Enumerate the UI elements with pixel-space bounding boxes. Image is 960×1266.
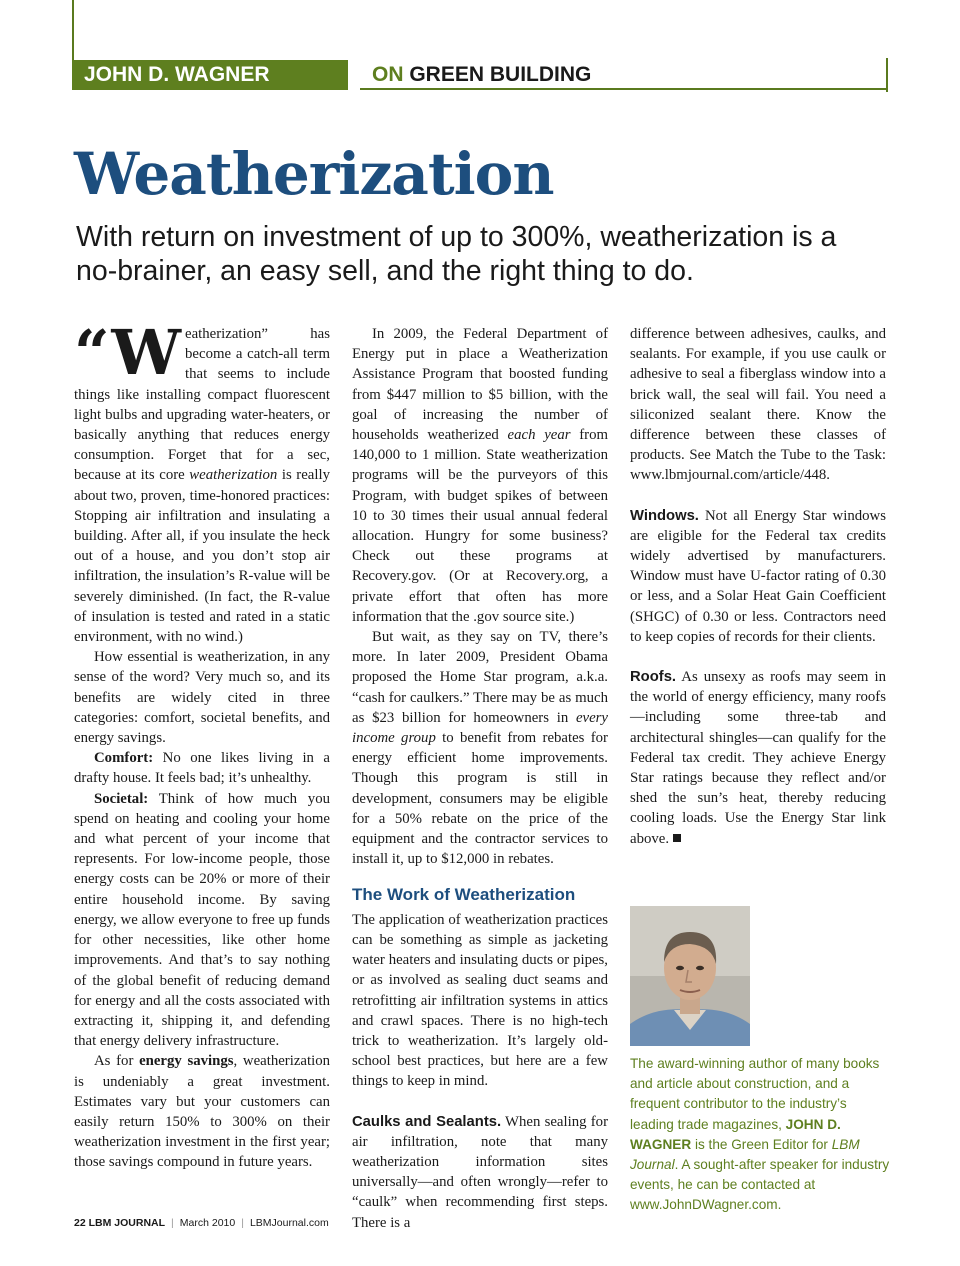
intro-paragraph: “Weatherization” has become a catch-all term that seems to include things like installing compact fluorescent light bulbs and upgrading water-heaters, or basically anything that reduces energy consumption. Forget that for a sec, because at its core weatherization is really about two, proven, time-honored practices: Stopping air infiltration and insulating a building. After all, if you insulate the heck out of a house, and you don’t stop air infiltration, the insulation’s R-value will be severely diminished. (In fact, the R-value of insulation is tested and rated in a static environment, with no wind.): [74, 316, 330, 646]
doe-paragraph: In 2009, the Federal Department of Energy put in place a Weatherization Assistance Program that boosted funding from $447 million to $5 billion, with the goal of increasing the number of households weatherized each year from 140,000 to 1 million. State weatherization programs will be the purveyors of this Program, with budget spikes of between 10 to 30 times their usual annual federal allocation. Hungry for some business? Check out these programs at Recovery.gov. (Or at Recovery.org, a private effort that often has more information that the .gov source site.): [352, 326, 608, 625]
column-1: [74, 316, 330, 1173]
header-topic: GREEN BUILDING: [409, 63, 592, 86]
comfort-label: Comfort:: [94, 750, 154, 767]
column-2: [352, 324, 608, 1233]
societal-paragraph: Societal: Think of how much you spend on heating and cooling your home and what percent of your income that represents. For low-income people, those energy costs can be 20% or more of their entire household income. By saving energy, we allow everyone to free up funds for other necessities, like other home improvements. And that’s to say nothing of the global benefit of reducing demand for energy and all the costs associated with extracting it, shipping it, and defending that energy delivery infrastructure.: [74, 790, 330, 1050]
paragraph: How essential is weatherization, in any sense of the word? Very much so, and its benefits are widely cited in three categories: comfort, societal benefits, and energy savings.: [74, 649, 330, 747]
author-name: JOHN D. WAGNER: [630, 1116, 841, 1152]
caulks-paragraph: Caulks and Sealants. When sealing for air infiltration, note that many weatherization information sites universally—and often wrongly—refer to “caulk” when recommending first steps. There is a: [352, 1113, 609, 1231]
paragraph: The application of weatherization practices can be something as simple as jacketing water heaters and insulating ducts or pipes, or as involved as sealing duct seams and retrofitting air infiltration systems in attics and crawl spaces. There is no high-tech trick to weatherization. It’s largely old-school best practices, but here are a few things to keep in mind.: [352, 911, 608, 1090]
magazine-name: LBM JOURNAL: [88, 1217, 166, 1229]
article-subtitle: With return on investment of up to 300%, weatherization is a no-brainer, an easy sell, and the right thing to do.: [76, 221, 837, 287]
author-photo: [630, 906, 750, 1046]
column-3: [630, 324, 886, 849]
comfort-paragraph: Comfort: No one likes living in a drafty house. It feels bad; it’s unhealthy.: [74, 750, 330, 787]
societal-label: Societal:: [94, 790, 149, 807]
author-bio: The award-winning author of many books and article about construction, and a frequent contributor to the industry’s leading trade magazines, JOHN D. WAGNER is the Green Editor for LBM Journal. A sought-after speaker for industry events, he can be contacted at www.JohnDWagner.com.: [630, 1056, 890, 1213]
drop-cap: “W: [74, 316, 182, 389]
header-author: JOHN D. WAGNER: [72, 60, 348, 90]
end-mark-icon: [673, 834, 681, 842]
header-rule-left: [72, 0, 74, 62]
roofs-label: Roofs.: [630, 669, 677, 686]
caulks-label: Caulks and Sealants.: [352, 1113, 502, 1130]
savings-paragraph: As for energy savings, weatherization is undeniably a great investment. Estimates vary but your customers can easily return 150% to 300% on their weatherization investment in the first year; those savings compound in future years.: [74, 1053, 330, 1171]
paragraph: difference between adhesives, caulks, and sealants. For example, if you use caulk or adhesive to seal a fiberglass window into a brick wall, the seal will fail. You need a siliconized sealant there. Know the difference between these classes of products. See Match the Tube to the Task: www.lbmjournal.com/article/448.: [630, 326, 886, 484]
website: LBMJournal.com: [249, 1217, 329, 1229]
roofs-paragraph: Roofs. As unsexy as roofs may seem in the world of energy efficiency, many roofs—including some three-tab and architectural shingles—can qualify for the Federal tax credit. They achieve Energy Star ratings because they reflect and/or shed the sun’s heat, thereby reducing cooling loads. Use the Energy Star link above.: [630, 669, 886, 847]
header-column-name: [360, 60, 888, 90]
issue-date: March 2010: [179, 1217, 236, 1229]
author-portrait-icon: [630, 906, 750, 1046]
header-on: ON: [372, 63, 404, 86]
home-star-paragraph: But wait, as they say on TV, there’s more. In later 2009, President Obama proposed the Home Star program, a.k.a. “cash for caulkers.” There may be as much as $23 billion for homeowners in every income group to benefit from rebates for energy efficient home improvements. Though this program is still in development, consumers may be eligible for a 50% rebate on the price of the equipment and the contractor services to install it, up to $12,000 in rebates.: [352, 629, 608, 868]
article-title: Weatherization: [74, 140, 554, 208]
section-heading: The Work of Weatherization: [352, 885, 576, 905]
windows-label: Windows.: [630, 507, 699, 524]
page-footer: 22 LBM JOURNAL | March 2010 | LBMJournal.com: [74, 1217, 329, 1229]
column-header: [72, 60, 888, 90]
page-number: 22: [74, 1217, 86, 1229]
windows-paragraph: Windows. Not all Energy Star windows are eligible for the Federal tax credits widely advertised by manufacturers. Window must have U-factor rating of 0.30 or less, and a Solar Heat Gain Coefficient (SHGC) of 0.30 or less. Contractors need to keep copies of records for their clients.: [630, 507, 886, 645]
publication-name: LBM Journal: [630, 1136, 860, 1173]
